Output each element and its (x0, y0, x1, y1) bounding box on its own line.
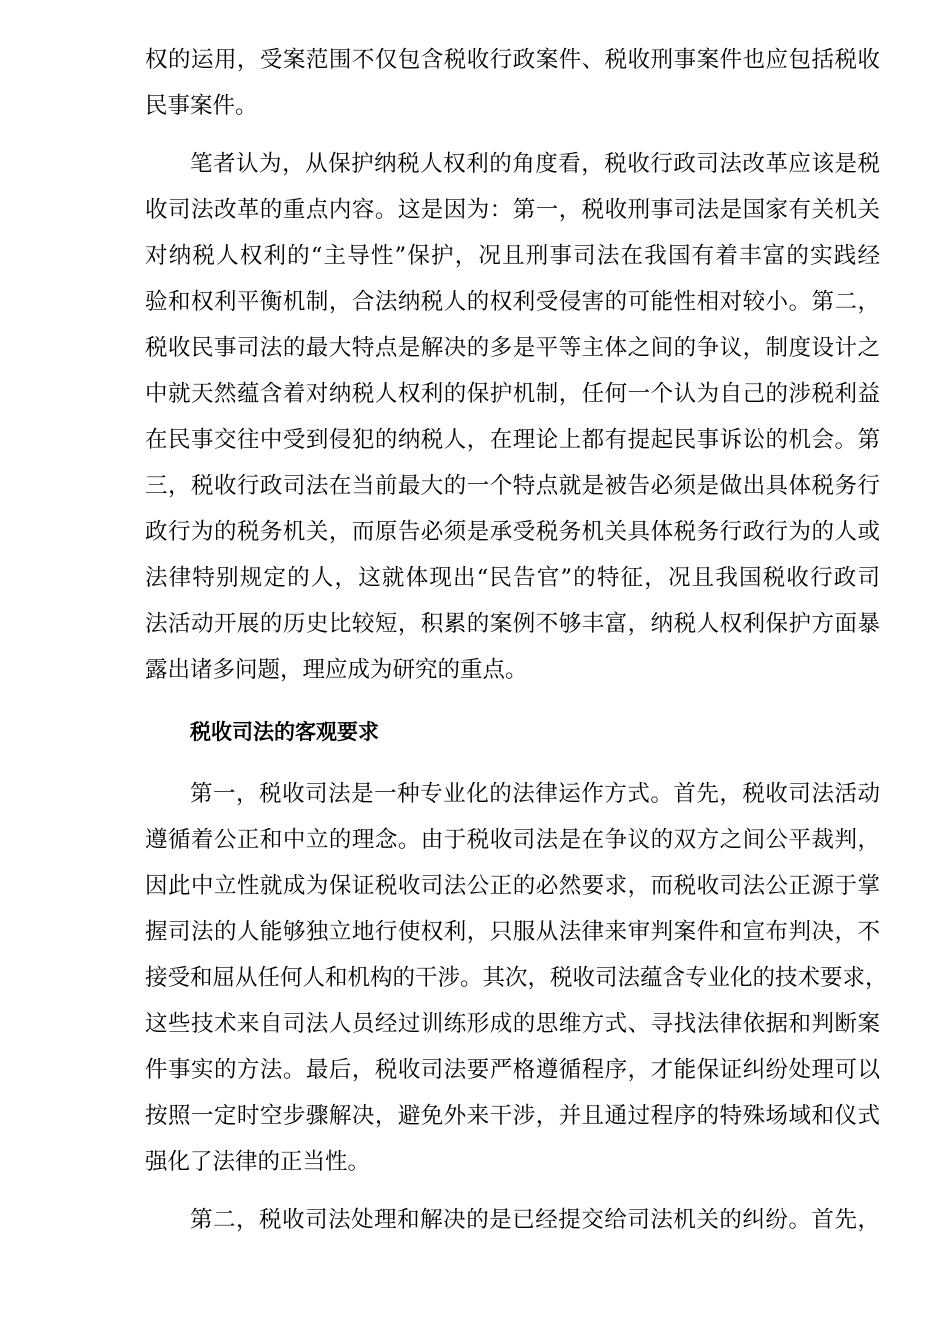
text-line: 按照一定时空步骤解决，避免外来干涉，并且通过程序的特殊场域和仪式 (145, 1103, 880, 1129)
text-line: 对纳税人权利的“主导性”保护，况且刑事司法在我国有着丰富的实践经 (145, 243, 880, 269)
text-line: 法律特别规定的人，这就体现出“民告官”的特征，况且我国税收行政司 (145, 565, 880, 591)
text-line: 件事实的方法。最后，税收司法要严格遵循程序，才能保证纠纷处理可以 (145, 1057, 880, 1083)
text-line: 露出诸多问题，理应成为研究的重点。 (145, 657, 528, 683)
text-line: 税收民事司法的最大特点是解决的多是平等主体之间的争议，制度设计之 (145, 335, 880, 361)
text-line: 三，税收行政司法在当前最大的一个特点就是被告必须是做出具体税务行 (145, 473, 880, 499)
text-line: 在民事交往中受到侵犯的纳税人，在理论上都有提起民事诉讼的机会。第 (145, 427, 880, 453)
text-line: 政行为的税务机关，而原告必须是承受税务机关具体税务行政行为的人或 (145, 519, 880, 545)
paragraph (145, 771, 888, 1185)
text-line: 遵循着公正和中立的理念。由于税收司法是在争议的双方之间公平裁判， (145, 827, 880, 853)
text-line: 民事案件。 (145, 93, 258, 119)
section-heading: 税收司法的客观要求 (190, 720, 379, 744)
text-line: 验和权利平衡机制，合法纳税人的权利受侵害的可能性相对较小。第二， (145, 289, 880, 315)
text-line: 第一，税收司法是一种专业化的法律运作方式。首先，税收司法活动 (190, 781, 880, 807)
paragraph (145, 37, 880, 129)
paragraph (145, 141, 880, 693)
text-line: 因此中立性就成为保证税收司法公正的必然要求，而税收司法公正源于掌 (145, 873, 880, 899)
text-line: 收司法改革的重点内容。这是因为：第一，税收刑事司法是国家有关机关 (145, 197, 880, 223)
document-body (145, 37, 888, 1243)
text-line: 握司法的人能够独立地行使权利，只服从法律来审判案件和宣布判决，不 (145, 919, 880, 945)
text-line: 接受和屈从任何人和机构的干涉。其次，税收司法蕴含专业化的技术要求， (145, 965, 888, 991)
text-line: 这些技术来自司法人员经过训练形成的思维方式、寻找法律依据和判断案 (145, 1011, 880, 1037)
text-line: 强化了法律的正当性。 (145, 1149, 371, 1175)
text-line: 第二，税收司法处理和解决的是已经提交给司法机关的纠纷。首先， (190, 1207, 880, 1233)
text-line: 权的运用，受案范围不仅包含税收行政案件、税收刑事案件也应包括税收 (145, 47, 880, 73)
text-line: 中就天然蕴含着对纳税人权利的保护机制，任何一个认为自己的涉税利益 (145, 381, 880, 407)
text-line: 笔者认为，从保护纳税人权利的角度看，税收行政司法改革应该是税 (190, 151, 880, 177)
paragraph (145, 1197, 880, 1243)
text-line: 法活动开展的历史比较短，积累的案例不够丰富，纳税人权利保护方面暴 (145, 611, 880, 637)
